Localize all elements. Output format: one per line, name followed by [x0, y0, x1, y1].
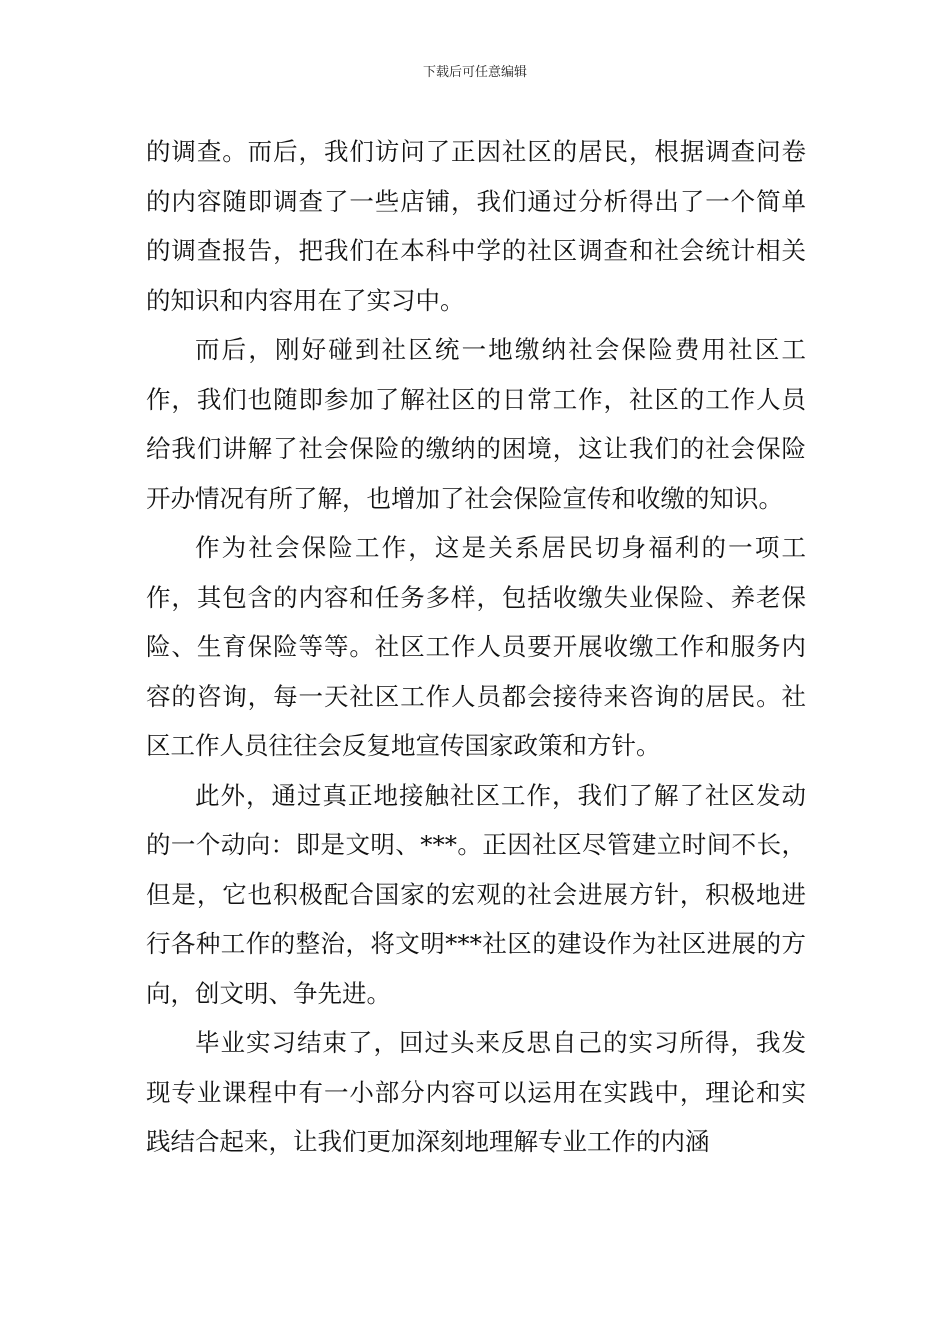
body-paragraph: 此外，通过真正地接触社区工作，我们了解了社区发动的一个动向：即是文明、***。正因社区尽管建立时间不长，但是，它也积极配合国家的宏观的社会进展方针，积极地进行各种工作的整治，将文明***社区的建设作为社区进展的方向，创文明、争先进。 [146, 780, 806, 1008]
document-body [146, 127, 806, 1167]
page-header: 下载后可任意编辑 [422, 65, 527, 80]
body-paragraph: 毕业实习结束了，回过头来反思自己的实习所得，我发现专业课程中有一小部分内容可以运用在实践中，理论和实践结合起来，让我们更加深刻地理解专业工作的内涵 [146, 1028, 806, 1156]
body-paragraph: 而后，刚好碰到社区统一地缴纳社会保险费用社区工作，我们也随即参加了解社区的日常工作，社区的工作人员给我们讲解了社会保险的缴纳的困境，这让我们的社会保险开办情况有所了解，也增加了社会保险宣传和收缴的知识。 [146, 335, 806, 513]
body-paragraph: 作为社会保险工作，这是关系居民切身福利的一项工作，其包含的内容和任务多样，包括收缴失业保险、养老保险、生育保险等等。社区工作人员要开展收缴工作和服务内容的咨询，每一天社区工作人员都会接待来咨询的居民。社区工作人员往往会反复地宣传国家政策和方针。 [146, 533, 806, 760]
body-paragraph: 的调查。而后，我们访问了正因社区的居民，根据调查问卷的内容随即调查了一些店铺，我们通过分析得出了一个简单的调查报告，把我们在本科中学的社区调查和社会统计相关的知识和内容用在了实习中。 [146, 137, 806, 315]
